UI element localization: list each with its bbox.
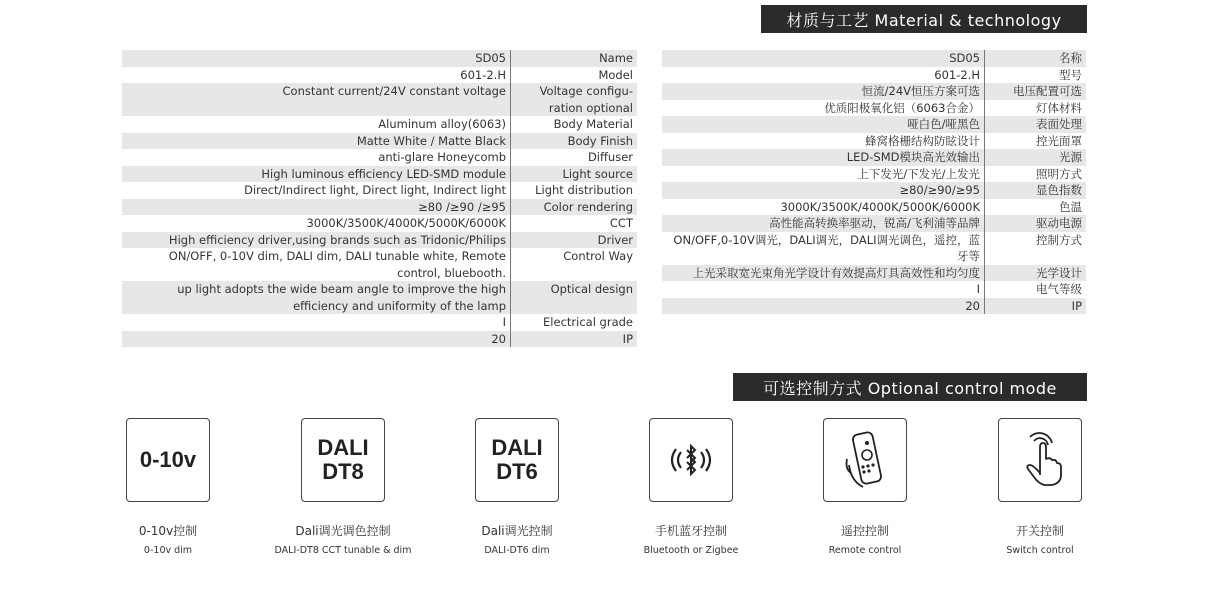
spec-value: LED-SMD模块高光效输出 xyxy=(662,149,985,166)
spec-value: 上光采取宽光束角光学设计有效提高灯具高效性和均匀度 xyxy=(662,265,985,282)
spec-value: SD05 xyxy=(662,50,985,67)
spec-label: Electrical grade xyxy=(543,315,633,329)
spec-label: IP xyxy=(1071,298,1082,313)
spec-value: I xyxy=(122,314,511,331)
control-label-en: Remote control xyxy=(828,545,902,556)
spec-value: I xyxy=(662,281,985,298)
spec-label: 光学设计 xyxy=(1036,265,1082,280)
spec-label: 光源 xyxy=(1059,150,1082,164)
control-label-en: Switch control xyxy=(1006,545,1074,556)
table-row xyxy=(662,116,1086,133)
table-row xyxy=(662,281,1086,298)
bluetooth-icon xyxy=(661,440,721,480)
spec-label: Light source xyxy=(562,166,633,181)
spec-value: ≥80 /≥90 /≥95 xyxy=(122,199,511,216)
spec-table-english xyxy=(122,50,637,347)
table-row xyxy=(662,149,1086,166)
spec-value: High luminous efficiency LED-SMD module xyxy=(122,166,511,183)
spec-value: anti-glare Honeycomb xyxy=(122,149,511,166)
table-row xyxy=(662,83,1086,100)
control-0-10v xyxy=(88,418,248,556)
table-row xyxy=(122,199,637,216)
spec-value: Direct/Indirect light, Direct light, Indirect light xyxy=(122,182,511,199)
table-row xyxy=(122,67,637,84)
spec-value: Constant current/24V constant voltage xyxy=(122,83,511,116)
spec-label: 电压配置可选 xyxy=(1013,84,1082,98)
spec-label: 控光面罩 xyxy=(1036,133,1082,148)
spec-value: SD05 xyxy=(122,50,511,67)
control-label-en: DALI-DT8 CCT tunable & dim xyxy=(274,545,412,556)
spec-label: Name xyxy=(599,51,633,65)
spec-label: 表面处理 xyxy=(1036,117,1082,131)
spec-label: 照明方式 xyxy=(1036,166,1082,181)
dali-dt6-icon: DALI DT6 xyxy=(475,418,559,502)
spec-value: 优质阳极氧化铝（6063合金） xyxy=(662,100,985,117)
spec-value: High efficiency driver,using brands such as Tridonic/Philips xyxy=(122,232,511,249)
table-row xyxy=(122,248,637,281)
table-row xyxy=(122,314,637,331)
table-row xyxy=(122,182,637,199)
table-row xyxy=(122,331,637,348)
spec-value: 20 xyxy=(662,298,985,315)
control-label-cn: 手机蓝牙控制 xyxy=(654,524,727,538)
spec-label: IP xyxy=(622,331,633,346)
control-remote xyxy=(785,418,945,556)
spec-label: Body Finish xyxy=(567,133,633,148)
control-label-en: DALI-DT6 dim xyxy=(484,545,550,556)
table-row xyxy=(662,298,1086,315)
spec-value: 蜂窝格栅结构防眩设计 xyxy=(662,133,985,150)
table-row xyxy=(122,116,637,133)
table-row xyxy=(662,182,1086,199)
table-row xyxy=(662,199,1086,216)
spec-value: 3000K/3500K/4000K/5000K/6000K xyxy=(662,199,985,216)
spec-value: ON/OFF,0-10V调光，DALI调光，DALI调光调色，遥控，蓝牙等 xyxy=(662,232,985,265)
table-row xyxy=(122,166,637,183)
spec-label: 名称 xyxy=(1059,51,1082,65)
spec-value: ON/OFF, 0-10V dim, DALI dim, DALI tunable white, Remote control, bluebooth. xyxy=(122,248,511,281)
spec-label: 色温 xyxy=(1059,199,1082,214)
dali-dt8-icon: DALI DT8 xyxy=(301,418,385,502)
spec-value: Aluminum alloy(6063) xyxy=(122,116,511,133)
table-row xyxy=(662,166,1086,183)
spec-label: CCT xyxy=(609,216,633,230)
spec-label: Color rendering xyxy=(543,199,633,214)
spec-label: 控制方式 xyxy=(1036,232,1082,247)
material-title: 材质与工艺 Material & technology xyxy=(786,10,1062,30)
table-row xyxy=(122,83,637,116)
table-row xyxy=(662,100,1086,117)
0-10v-icon: 0-10v xyxy=(126,418,210,502)
spec-label: Voltage configu-ration optional xyxy=(539,84,633,115)
spec-label: Diffuser xyxy=(587,150,633,164)
table-row xyxy=(662,265,1086,282)
table-row xyxy=(122,133,637,150)
control-label-cn: 0-10v控制 xyxy=(138,524,198,538)
hand-tap-icon xyxy=(1014,431,1066,489)
spec-value: Matte White / Matte Black xyxy=(122,133,511,150)
spec-value: 601-2.H xyxy=(662,67,985,84)
table-row xyxy=(662,50,1086,67)
spec-value: 601-2.H xyxy=(122,67,511,84)
spec-label: 驱动电源 xyxy=(1036,216,1082,230)
spec-label: Driver xyxy=(597,232,633,247)
spec-value: 上下发光/下发光/上发光 xyxy=(662,166,985,183)
spec-value: up light adopts the wide beam angle to improve the high efficiency and uniformity of the lamp xyxy=(122,281,511,314)
spec-label: 灯体材料 xyxy=(1036,100,1082,115)
table-row xyxy=(662,215,1086,232)
control-dali-dt8 xyxy=(263,418,423,556)
remote-control-icon xyxy=(843,429,887,491)
spec-value: 恒流/24V恒压方案可选 xyxy=(662,83,985,100)
control-bluetooth xyxy=(611,418,771,556)
control-label-cn: 遥控控制 xyxy=(840,524,889,538)
table-row xyxy=(122,149,637,166)
spec-label: 型号 xyxy=(1059,67,1082,82)
table-row xyxy=(122,281,637,314)
control-label-en: Bluetooth or Zigbee xyxy=(643,545,739,556)
control-label-en: 0-10v dim xyxy=(143,545,193,556)
spec-value: 3000K/3500K/4000K/5000K/6000K xyxy=(122,215,511,232)
spec-label: 显色指数 xyxy=(1036,183,1082,197)
control-label-cn: 开关控制 xyxy=(1015,524,1064,538)
table-row xyxy=(662,67,1086,84)
spec-value: ≥80/≥90/≥95 xyxy=(662,182,985,199)
spec-label: Light distribution xyxy=(535,183,633,197)
control-title: 可选控制方式 Optional control mode xyxy=(763,378,1057,398)
spec-label: Optical design xyxy=(550,282,633,296)
table-row xyxy=(122,215,637,232)
control-switch xyxy=(960,418,1120,556)
control-mode-banner xyxy=(733,373,1087,401)
control-label-cn: Dali调光调色控制 xyxy=(295,524,391,538)
material-technology-banner xyxy=(761,5,1087,33)
spec-value: 20 xyxy=(122,331,511,348)
spec-label: Body Material xyxy=(553,117,633,131)
table-row xyxy=(122,232,637,249)
control-dali-dt6 xyxy=(437,418,597,556)
table-row xyxy=(122,50,637,67)
spec-label: Control Way xyxy=(563,249,633,263)
table-row xyxy=(662,232,1086,265)
spec-value: 高性能高转换率驱动，锐高/飞利浦等品牌 xyxy=(662,215,985,232)
control-label-cn: Dali调光控制 xyxy=(481,524,553,538)
spec-table-chinese xyxy=(662,50,1086,314)
table-row xyxy=(662,133,1086,150)
spec-label: 电气等级 xyxy=(1036,282,1082,296)
spec-value: 哑白色/哑黑色 xyxy=(662,116,985,133)
spec-label: Model xyxy=(598,67,633,82)
